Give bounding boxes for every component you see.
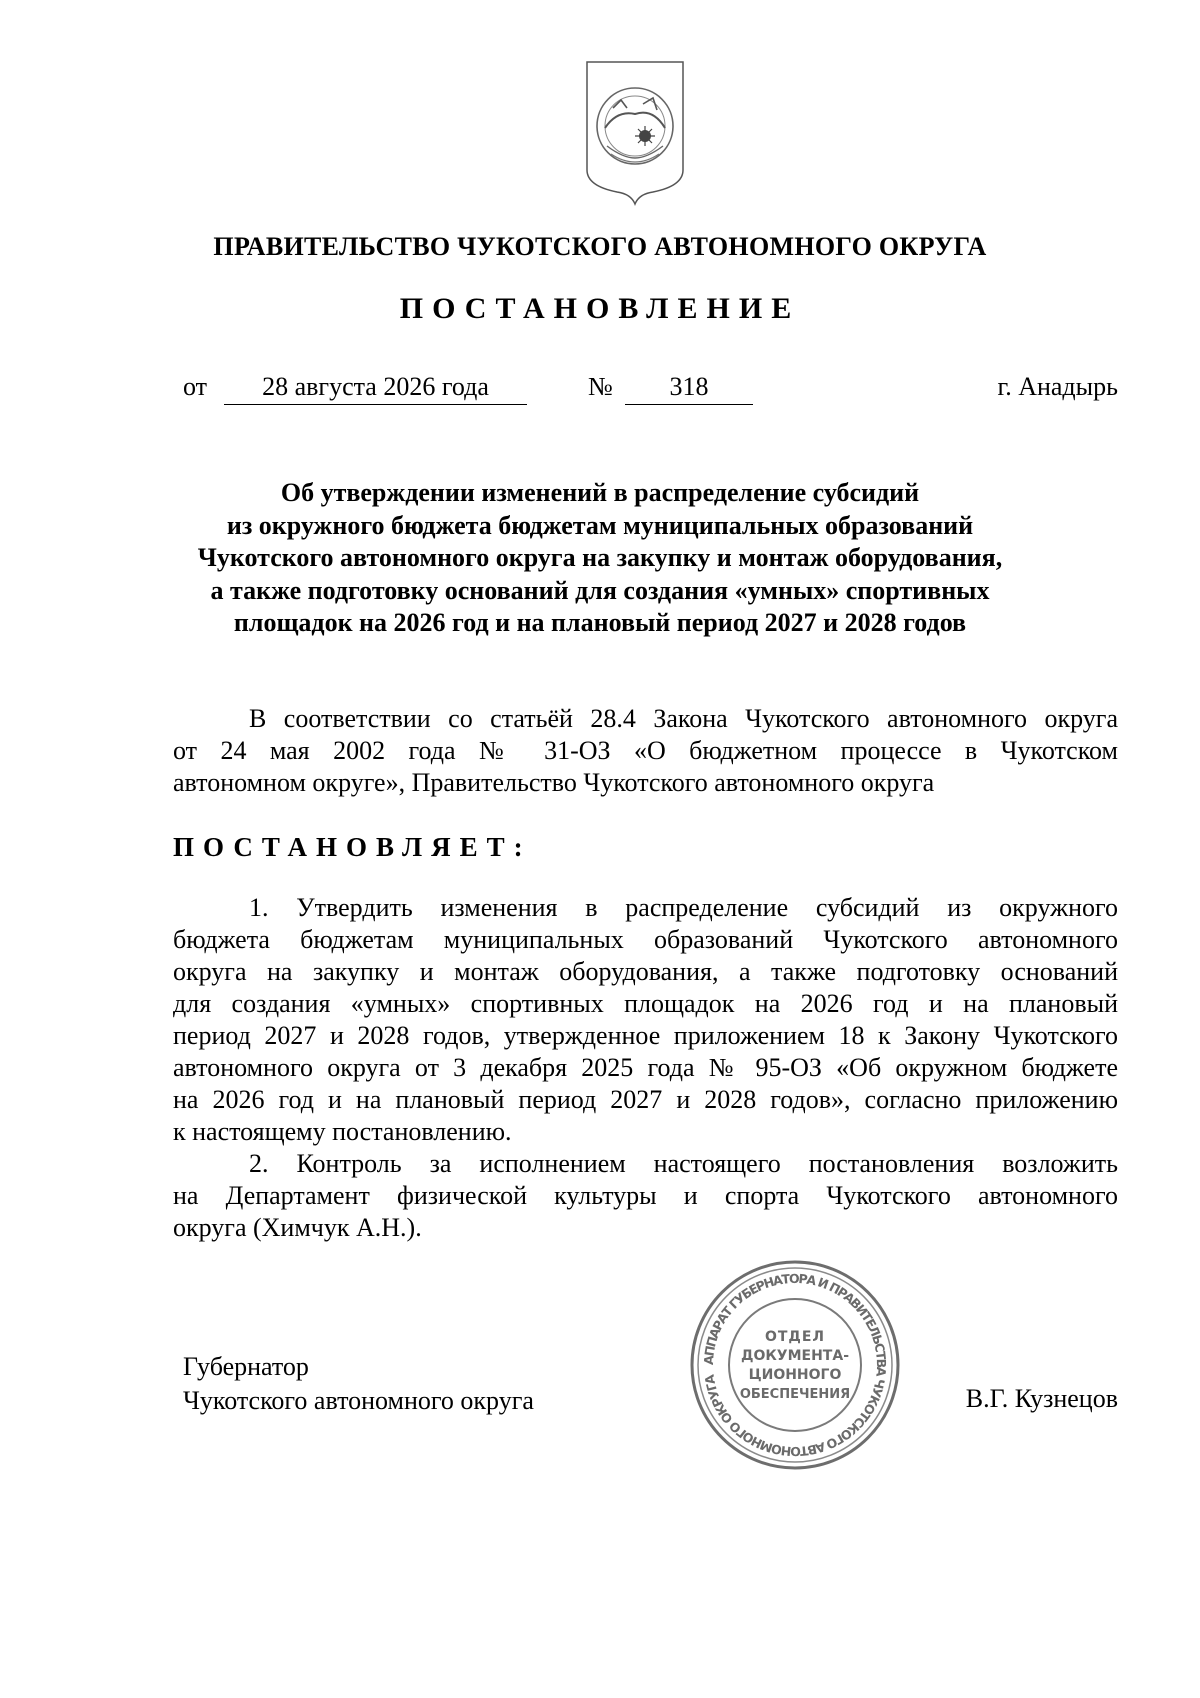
official-stamp [688,1258,902,1472]
item1-line: округа на закупку и монтаж оборудования, а также подготовку оснований [173,957,1118,986]
signature-block [183,1350,534,1418]
signer-name: В.Г. Кузнецов [965,1384,1118,1413]
svg-text:ОТДЕЛ: ОТДЕЛ [764,1329,826,1345]
item2-line: округа (Химчук А.Н.). [173,1213,422,1242]
item1-line: к настоящему постановлению. [173,1117,512,1146]
item1-line: бюджета бюджетам муниципальных образований Чукотского автономного [173,925,1118,954]
svg-text:ЦИОННОГО: ЦИОННОГО [748,1367,842,1383]
number-label: № [588,372,613,401]
preamble-line: В соответствии со статьёй 28.4 Закона Чукотского автономного округа [249,704,1118,733]
item1-line: период 2027 и 2028 годов, утвержденное приложением 18 к Закону Чукотского [173,1021,1118,1050]
svg-text:АППАРАТ ГУБЕРНАТОРА И ПРАВИТЕЛ: АППАРАТ ГУБЕРНАТОРА И ПРАВИТЕЛЬСТВА ЧУКОТСКОГО АВТОНОМНОГО ОКРУГА [700,1270,890,1460]
document-type: ПОСТАНОВЛЕНИЕ [399,292,801,325]
preamble-line: от 24 мая 2002 года № 31-ОЗ «О бюджетном процессе в Чукотском [173,736,1118,765]
signer-position: Губернатор [183,1352,309,1381]
coat-of-arms-icon [583,58,687,206]
document-subject [0,477,1200,640]
subject-line: а также подготовку оснований для создания «умных» спортивных [210,575,990,605]
preamble [173,703,1118,799]
item1-line: 1. Утвердить изменения в распределение субсидий из окружного [249,893,1118,922]
decree-word: ПОСТАНОВЛЯЕТ: [173,832,532,862]
item2-line: на Департамент физической культуры и спорта Чукотского автономного [173,1181,1118,1210]
item1-line: для создания «умных» спортивных площадок на 2026 год и на плановый [173,989,1118,1018]
document-date: 28 августа 2026 года [224,372,527,405]
item2-line: 2. Контроль за исполнением настоящего постановления возложить [249,1149,1118,1178]
preamble-line: автономном округе», Правительство Чукотского автономного округа [173,768,935,797]
subject-line: Об утверждении изменений в распределение субсидий [280,478,920,507]
document-number: 318 [625,372,753,405]
city: г. Анадырь [997,372,1118,401]
svg-text:ДОКУМЕНТА-: ДОКУМЕНТА- [740,1348,850,1364]
signer-position: Чукотского автономного округа [183,1386,534,1415]
subject-line: Чукотского автономного округа на закупку и монтаж оборудования, [197,543,1003,572]
item1-line: автономного округа от 3 декабря 2025 года № 95-ОЗ «Об окружном бюджете [173,1053,1118,1082]
subject-line: из окружного бюджета бюджетам муниципальных образований [226,510,974,540]
decree-items [173,892,1118,1244]
government-title: ПРАВИТЕЛЬСТВО ЧУКОТСКОГО АВТОНОМНОГО ОКРУГА [213,232,987,261]
document-meta [0,372,1200,412]
subject-line: площадок на 2026 год и на плановый период 2027 и 2028 годов [233,608,967,637]
item1-line: на 2026 год и на плановый период 2027 и 2028 годов», согласно приложению [173,1085,1118,1114]
date-label: от [183,372,208,401]
svg-text:ОБЕСПЕЧЕНИЯ: ОБЕСПЕЧЕНИЯ [739,1387,851,1402]
